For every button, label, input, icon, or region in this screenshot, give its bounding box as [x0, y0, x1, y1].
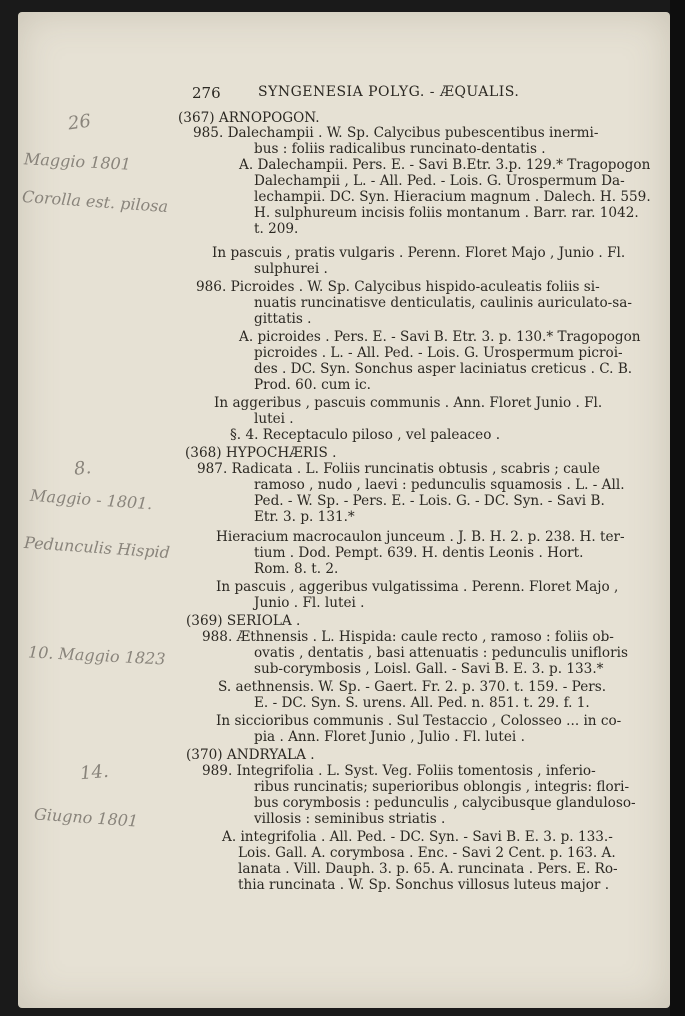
text-line: tium . Dod. Pempt. 639. H. dentis Leonis . Hort. — [254, 545, 584, 561]
text-line: sub-corymbosis , Loisl. Gall. - Savi B. E. 3. p. 133.* — [254, 661, 604, 677]
margin-note-9: Giugno 1801 — [33, 804, 139, 831]
text-line: Lois. Gall. A. corymbosa . Enc. - Savi 2 Cent. p. 163. A. — [238, 845, 616, 861]
text-line: In pascuis , pratis vulgaris . Perenn. Floret Majo , Junio . Fl. — [212, 245, 626, 261]
text-line: A. Dalechampii. Pers. E. - Savi B.Etr. 3.p. 129.* Tragopogon — [239, 157, 651, 173]
text-line: Hieracium macrocaulon junceum . J. B. H. 2. p. 238. H. ter- — [216, 529, 625, 545]
margin-note-5: Maggio - 1801. — [29, 485, 154, 514]
text-line: H. sulphureum incisis foliis montanum . Barr. rar. 1042. — [254, 205, 639, 221]
text-line: 985. Dalechampii . W. Sp. Calycibus pubescentibus inermi- — [193, 125, 599, 141]
text-line: In pascuis , aggeribus vulgatissima . Perenn. Floret Majo , — [216, 579, 619, 595]
text-line: ribus runcinatis; superioribus oblongis , integris: flori- — [254, 779, 630, 795]
margin-note-7: 10. Maggio 1823 — [27, 642, 166, 669]
text-line: 989. Integrifolia . L. Syst. Veg. Foliis tomentosis , inferio- — [202, 763, 596, 779]
text-line: S. aethnensis. W. Sp. - Gaert. Fr. 2. p. 370. t. 159. - Pers. — [218, 679, 607, 695]
text-line: E. - DC. Syn. S. urens. All. Ped. n. 851. t. 29. f. 1. — [254, 695, 590, 711]
genus-heading-369: (369) SERIOLA . — [186, 613, 301, 629]
text-line: sulphurei . — [254, 261, 328, 277]
margin-note-8: 14. — [79, 760, 110, 785]
text-line: ramoso , nudo , laevi : pedunculis squamosis . L. - All. — [254, 477, 625, 493]
text-line: 988. Æthnensis . L. Hispida: caule recto , ramoso : foliis ob- — [202, 629, 614, 645]
text-line: t. 209. — [254, 221, 299, 237]
genus-heading-367: (367) ARNOPOGON. — [178, 110, 320, 126]
text-line: bus corymbosis : pedunculis , calycibusque glanduloso- — [254, 795, 636, 811]
genus-heading-370: (370) ANDRYALA . — [186, 747, 315, 763]
text-line: Etr. 3. p. 131.* — [254, 509, 355, 525]
margin-note-6: Pedunculis Hispid — [23, 532, 171, 563]
text-line: picroides . L. - All. Ped. - Lois. G. Urospermum picroi- — [254, 345, 623, 361]
text-line: Prod. 60. cum ic. — [254, 377, 371, 393]
margin-note-1: 26 — [66, 110, 93, 135]
text-line: gittatis . — [254, 311, 312, 327]
text-line: nuatis runcinatisve denticulatis, caulinis auriculato-sa- — [254, 295, 632, 311]
running-title: SYNGENESIA POLYG. - ÆQUALIS. — [258, 84, 520, 100]
text-line: Dalechampii , L. - All. Ped. - Lois. G. Urospermum Da- — [254, 173, 625, 189]
genus-heading-368: (368) HYPOCHÆRIS . — [185, 445, 337, 461]
text-line: bus : foliis radicalibus runcinato-dentatis . — [254, 141, 546, 157]
text-line: villosis : seminibus striatis . — [254, 811, 446, 827]
page-number: 276 — [192, 84, 221, 102]
margin-note-3: Corolla est. pilosa — [21, 186, 169, 217]
text-line: In siccioribus communis . Sul Testaccio , Colosseo ... in co- — [216, 713, 622, 729]
text-line: pia . Ann. Floret Junio , Julio . Fl. lutei . — [254, 729, 525, 745]
text-line: lechampii. DC. Syn. Hieracium magnum . Dalech. H. 559. — [254, 189, 651, 205]
text-line: In aggeribus , pascuis communis . Ann. Floret Junio . Fl. — [214, 395, 603, 411]
text-line: des . DC. Syn. Sonchus asper laciniatus creticus . C. B. — [254, 361, 633, 377]
margin-note-4: 8. — [72, 457, 93, 480]
text-line: A. integrifolia . All. Ped. - DC. Syn. - Savi B. E. 3. p. 133.- — [222, 829, 613, 845]
text-line: Junio . Fl. lutei . — [254, 595, 365, 611]
section-heading: §. 4. Receptaculo piloso , vel paleaceo . — [230, 427, 501, 443]
text-line: Ped. - W. Sp. - Pers. E. - Lois. G. - DC. Syn. - Savi B. — [254, 493, 605, 509]
margin-note-2: Maggio 1801 — [23, 149, 132, 174]
text-line: lanata . Vill. Dauph. 3. p. 65. A. runcinata . Pers. E. Ro- — [238, 861, 618, 877]
text-line: 987. Radicata . L. Foliis runcinatis obtusis , scabris ; caule — [197, 461, 601, 477]
text-line: lutei . — [254, 411, 294, 427]
text-line: thia runcinata . W. Sp. Sonchus villosus luteus major . — [238, 877, 610, 893]
text-line: 986. Picroides . W. Sp. Calycibus hispido-aculeatis foliis si- — [196, 279, 600, 295]
text-line: A. picroides . Pers. E. - Savi B. Etr. 3. p. 130.* Tragopogon — [239, 329, 641, 345]
text-line: Rom. 8. t. 2. — [254, 561, 339, 577]
page-edge — [670, 0, 685, 1016]
text-line: ovatis , dentatis , basi attenuatis : pedunculis unifloris — [254, 645, 628, 661]
